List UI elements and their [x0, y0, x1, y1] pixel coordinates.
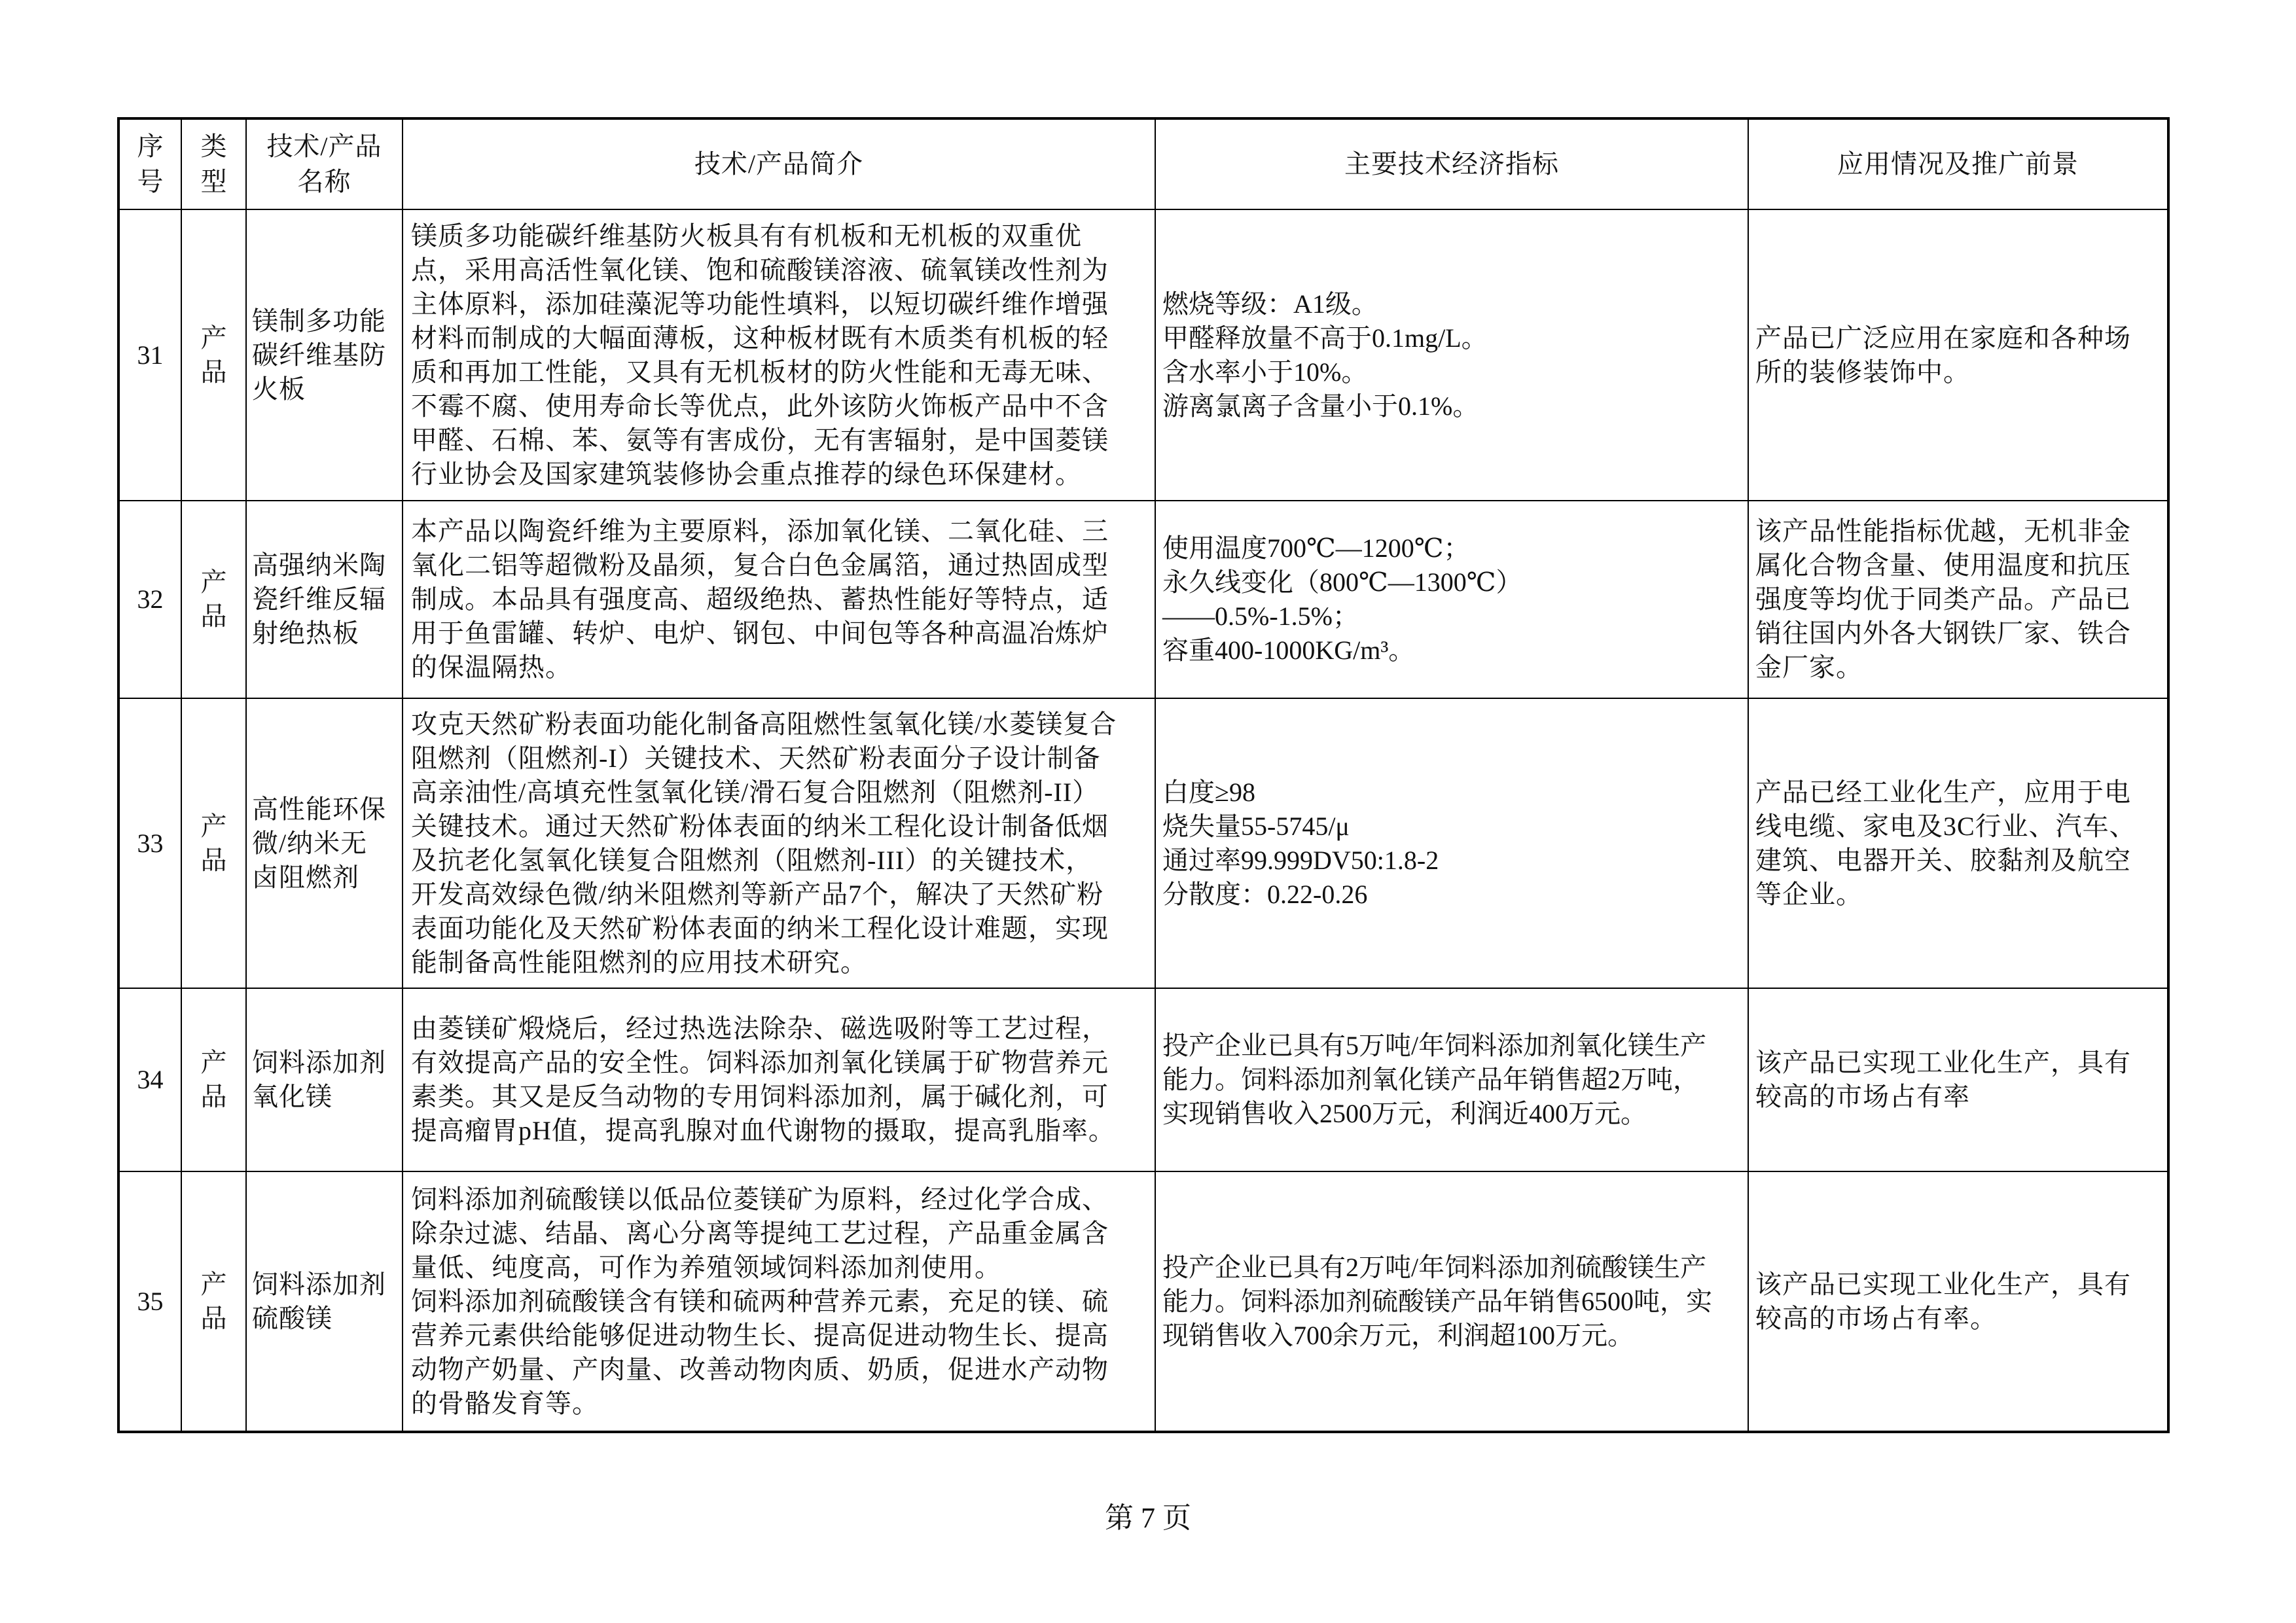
cell-name: 镁制多功能 碳纤维基防 火板 [246, 209, 403, 501]
product-technology-table [117, 117, 2170, 1433]
cell-type [181, 209, 246, 501]
cell-intro: 本产品以陶瓷纤维为主要原料，添加氧化镁、二氧化硅、三 氧化二铝等超微粉及晶须，复合白色金属箔，通过热固成型 制成。本品具有强度高、超级绝热、蓄热性能好等特点，适 用于鱼雷罐、转炉、电炉、钢包、中间包等各种高温冶炼炉 的保温隔热。 [403, 501, 1155, 698]
cell-intro: 镁质多功能碳纤维基防火板具有有机板和无机板的双重优 点，采用高活性氧化镁、饱和硫酸镁溶液、硫氧镁改性剂为 主体原料，添加硅藻泥等功能性填料，以短切碳纤维作增强 材料而制成的大幅面薄板，这种板材既有木质类有机板的轻 质和再加工性能，又具有无机板材的防火性能和无毒无味、 不霉不腐、使用寿命长等优点，此外该防火饰板产品中不含 甲醛、石棉、苯、氨等有害成份，无有害辐射，是中国菱镁 行业协会及国家建筑装修协会重点推荐的绿色环保建材。 [403, 209, 1155, 501]
cell-type [181, 1171, 246, 1432]
cell-application: 该产品已实现工业化生产，具有 较高的市场占有率。 [1748, 1171, 2168, 1432]
cell-indicators: 投产企业已具有5万吨/年饲料添加剂氧化镁生产 能力。饲料添加剂氧化镁产品年销售超2万吨， 实现销售收入2500万元，利润近400万元。 [1155, 988, 1748, 1171]
header-seq [118, 118, 181, 209]
cell-type-label: 产品 [200, 1269, 227, 1333]
cell-type-label: 产品 [200, 567, 227, 631]
table-row [118, 698, 2168, 988]
cell-application: 该产品已实现工业化生产，具有 较高的市场占有率 [1748, 988, 2168, 1171]
cell-intro: 攻克天然矿粉表面功能化制备高阻燃性氢氧化镁/水菱镁复合 阻燃剂（阻燃剂-I）关键技术、天然矿粉表面分子设计制备 高亲油性/高填充性氢氧化镁/滑石复合阻燃剂（阻燃剂-II） 关键技术。通过天然矿粉体表面的纳米工程化设计制备低烟 及抗老化氢氧化镁复合阻燃剂（阻燃剂-III）的关键技术， 开发高效绿色微/纳米阻燃剂等新产品7个，解决了天然矿粉 表面功能化及天然矿粉体表面的纳米工程化设计难题，实现 能制备高性能阻燃剂的应用技术研究。 [403, 698, 1155, 988]
header-seq-label: 序号 [137, 132, 164, 196]
cell-type [181, 501, 246, 698]
header-name: 技术/产品 名称 [246, 118, 403, 209]
cell-application: 该产品性能指标优越，无机非金 属化合物含量、使用温度和抗压 强度等均优于同类产品。产品已 销往国内外各大钢铁厂家、铁合 金厂家。 [1748, 501, 2168, 698]
cell-name: 高性能环保 微/纳米无 卤阻燃剂 [246, 698, 403, 988]
cell-application: 产品已广泛应用在家庭和各种场 所的装修装饰中。 [1748, 209, 2168, 501]
table-header-row [118, 118, 2168, 209]
cell-seq: 35 [118, 1171, 181, 1432]
header-indicators: 主要技术经济指标 [1155, 118, 1748, 209]
table-row [118, 1171, 2168, 1432]
header-application: 应用情况及推广前景 [1748, 118, 2168, 209]
cell-indicators: 使用温度700℃—1200℃； 永久线变化（800℃—1300℃） ——0.5%-1.5%； 容重400-1000KG/m³。 [1155, 501, 1748, 698]
cell-type [181, 988, 246, 1171]
cell-seq: 31 [118, 209, 181, 501]
cell-intro: 饲料添加剂硫酸镁以低品位菱镁矿为原料，经过化学合成、 除杂过滤、结晶、离心分离等提纯工艺过程，产品重金属含 量低、纯度高，可作为养殖领域饲料添加剂使用。 饲料添加剂硫酸镁含有镁和硫两种营养元素，充足的镁、硫 营养元素供给能够促进动物生长、提高促进动物生长、提高 动物产奶量、产肉量、改善动物肉质、奶质，促进水产动物 的骨骼发育等。 [403, 1171, 1155, 1432]
cell-application: 产品已经工业化生产，应用于电 线电缆、家电及3C行业、汽车、 建筑、电器开关、胶黏剂及航空 等企业。 [1748, 698, 2168, 988]
cell-type-label: 产品 [200, 811, 227, 875]
cell-seq: 33 [118, 698, 181, 988]
cell-indicators: 白度≥98 烧失量55-5745/μ 通过率99.999DV50:1.8-2 分散度：0.22-0.26 [1155, 698, 1748, 988]
cell-indicators: 投产企业已具有2万吨/年饲料添加剂硫酸镁生产 能力。饲料添加剂硫酸镁产品年销售6500吨，实 现销售收入700余万元，利润超100万元。 [1155, 1171, 1748, 1432]
cell-name: 饲料添加剂 氧化镁 [246, 988, 403, 1171]
header-type [181, 118, 246, 209]
header-intro: 技术/产品简介 [403, 118, 1155, 209]
cell-type [181, 698, 246, 988]
cell-seq: 32 [118, 501, 181, 698]
cell-name: 饲料添加剂 硫酸镁 [246, 1171, 403, 1432]
cell-type-label: 产品 [200, 1048, 227, 1111]
header-type-label: 类型 [200, 132, 227, 196]
table-row [118, 209, 2168, 501]
table-row [118, 988, 2168, 1171]
cell-intro: 由菱镁矿煅烧后，经过热选法除杂、磁选吸附等工艺过程， 有效提高产品的安全性。饲料添加剂氧化镁属于矿物营养元 素类。其又是反刍动物的专用饲料添加剂，属于碱化剂，可 提高瘤胃pH值，提高乳腺对血代谢物的摄取，提高乳脂率。 [403, 988, 1155, 1171]
cell-indicators: 燃烧等级：A1级。 甲醛释放量不高于0.1mg/L。 含水率小于10%。 游离氯离子含量小于0.1%。 [1155, 209, 1748, 501]
page-number: 第 7 页 [1105, 1502, 1191, 1534]
cell-type-label: 产品 [200, 323, 227, 387]
cell-name: 高强纳米陶 瓷纤维反辐 射绝热板 [246, 501, 403, 698]
cell-seq: 34 [118, 988, 181, 1171]
table-row [118, 501, 2168, 698]
